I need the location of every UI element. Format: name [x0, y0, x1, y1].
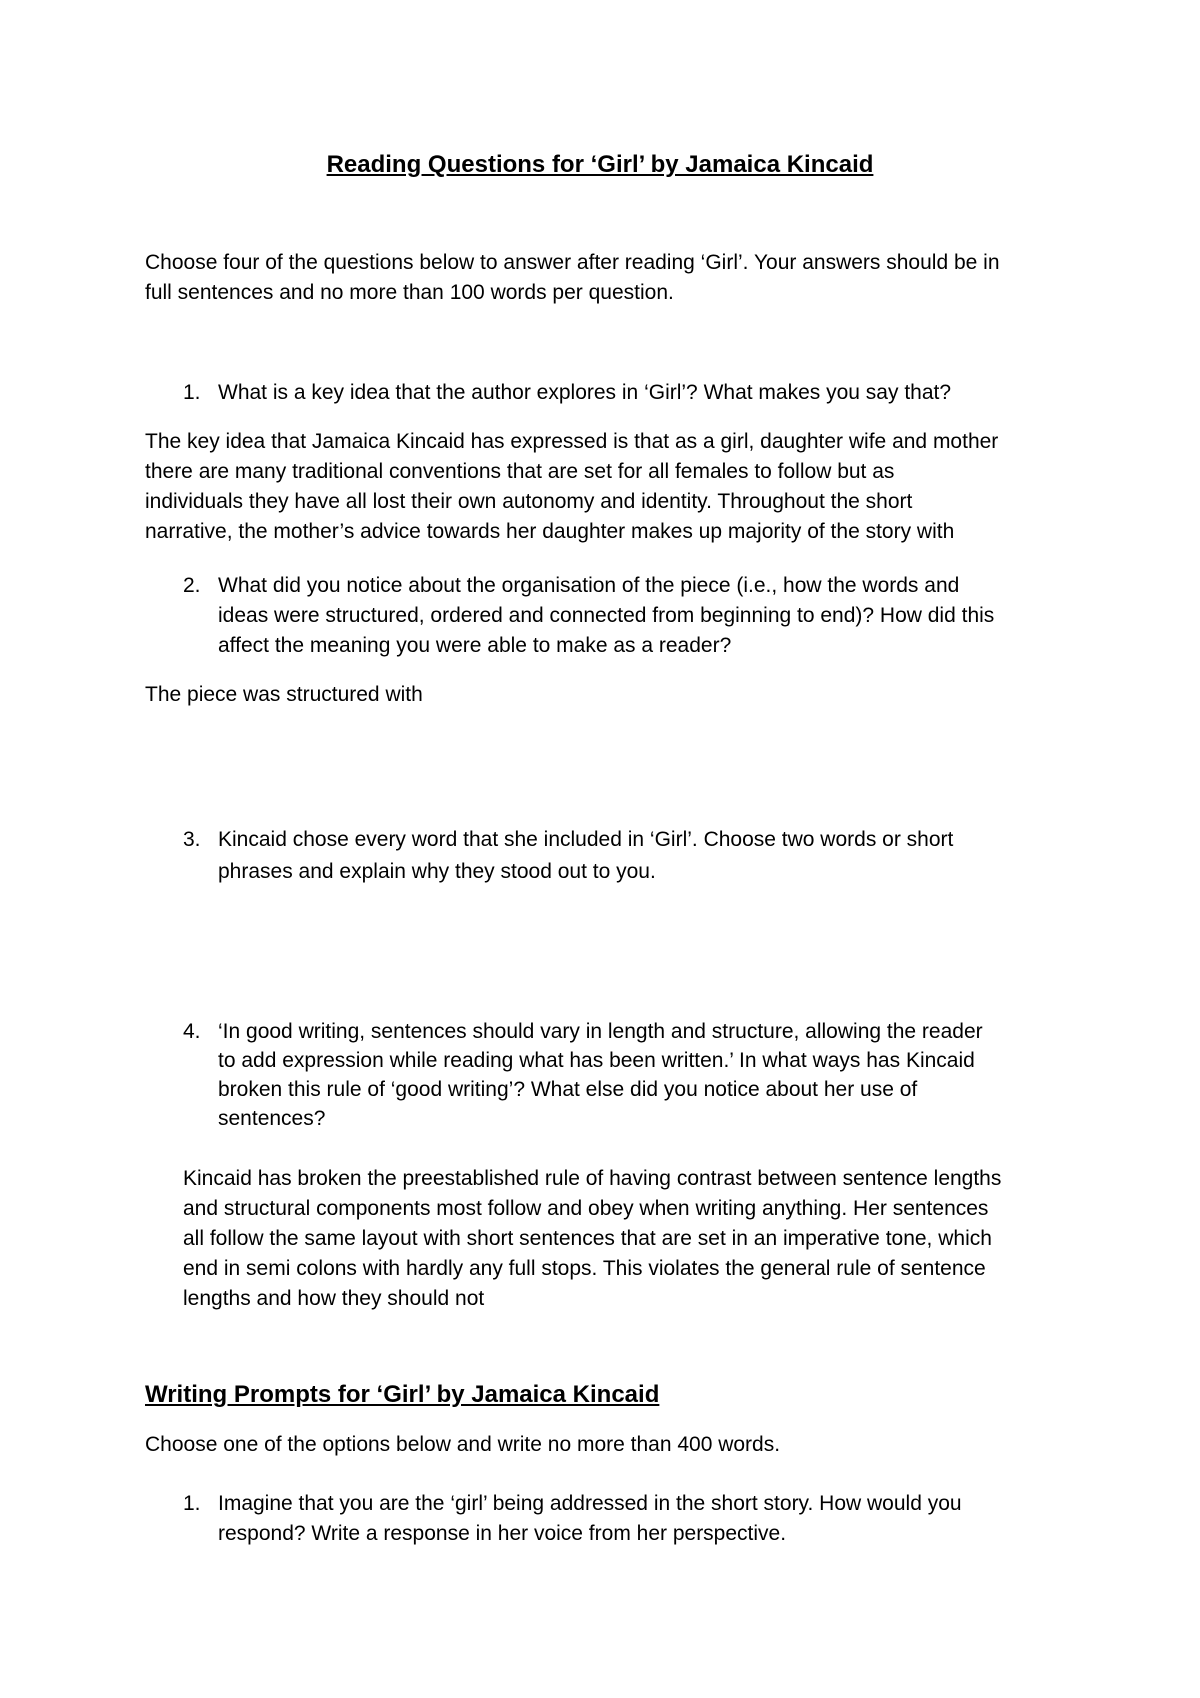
- question-2-line-3: affect the meaning you were able to make as a reader?: [218, 634, 732, 657]
- reading-intro-line-2: full sentences and no more than 100 words per question.: [145, 281, 674, 304]
- answer-4-line-5: lengths and how they should not: [183, 1287, 485, 1310]
- question-4-line-2: to add expression while reading what has been written.’ In what ways has Kincaid: [218, 1049, 975, 1072]
- question-1-line-1: What is a key idea that the author explores in ‘Girl’? What makes you say that?: [218, 381, 952, 404]
- question-2-number: 2.: [183, 574, 201, 597]
- answer-1-line-3: individuals they have all lost their own autonomy and identity. Throughout the short: [145, 490, 913, 513]
- prompt-1-number: 1.: [183, 1492, 201, 1515]
- answer-1-line-4: narrative, the mother’s advice towards her daughter makes up majority of the story with: [145, 520, 955, 543]
- question-4-line-1: ‘In good writing, sentences should vary in length and structure, allowing the reader: [218, 1020, 983, 1043]
- answer-4-line-3: all follow the same layout with short sentences that are set in an imperative tone, which: [183, 1227, 992, 1250]
- writing-intro: Choose one of the options below and write no more than 400 words.: [145, 1433, 781, 1456]
- answer-1-line-2: there are many traditional conventions that are set for all females to follow but as: [145, 460, 895, 483]
- reading-title: Reading Questions for ‘Girl’ by Jamaica Kincaid: [326, 151, 874, 178]
- answer-4-line-1: Kincaid has broken the preestablished rule of having contrast between sentence lengths: [183, 1167, 1002, 1190]
- answer-1-line-1: The key idea that Jamaica Kincaid has expressed is that as a girl, daughter wife and mother: [145, 430, 999, 453]
- prompt-1-line-2: respond? Write a response in her voice from her perspective.: [218, 1522, 787, 1545]
- question-4-line-3: broken this rule of ‘good writing’? What else did you notice about her use of: [218, 1078, 918, 1101]
- reading-intro-line-1: Choose four of the questions below to answer after reading ‘Girl’. Your answers should be in: [145, 251, 1000, 274]
- question-2-line-1: What did you notice about the organisation of the piece (i.e., how the words and: [218, 574, 960, 597]
- question-3-line-1: Kincaid chose every word that she included in ‘Girl’. Choose two words or short: [218, 828, 954, 851]
- question-3-number: 3.: [183, 828, 201, 851]
- answer-2-line-1: The piece was structured with: [145, 683, 423, 706]
- answer-4-line-4: end in semi colons with hardly any full stops. This violates the general rule of sentence: [183, 1257, 986, 1280]
- writing-title: Writing Prompts for ‘Girl’ by Jamaica Kincaid: [145, 1381, 660, 1408]
- question-3-line-2: phrases and explain why they stood out to you.: [218, 860, 656, 883]
- prompt-1-line-1: Imagine that you are the ‘girl’ being addressed in the short story. How would you: [218, 1492, 962, 1515]
- answer-4-line-2: and structural components most follow and obey when writing anything. Her sentences: [183, 1197, 989, 1220]
- question-4-line-4: sentences?: [218, 1107, 326, 1130]
- question-2-line-2: ideas were structured, ordered and connected from beginning to end)? How did this: [218, 604, 995, 627]
- question-1-number: 1.: [183, 381, 201, 404]
- question-4-number: 4.: [183, 1020, 201, 1043]
